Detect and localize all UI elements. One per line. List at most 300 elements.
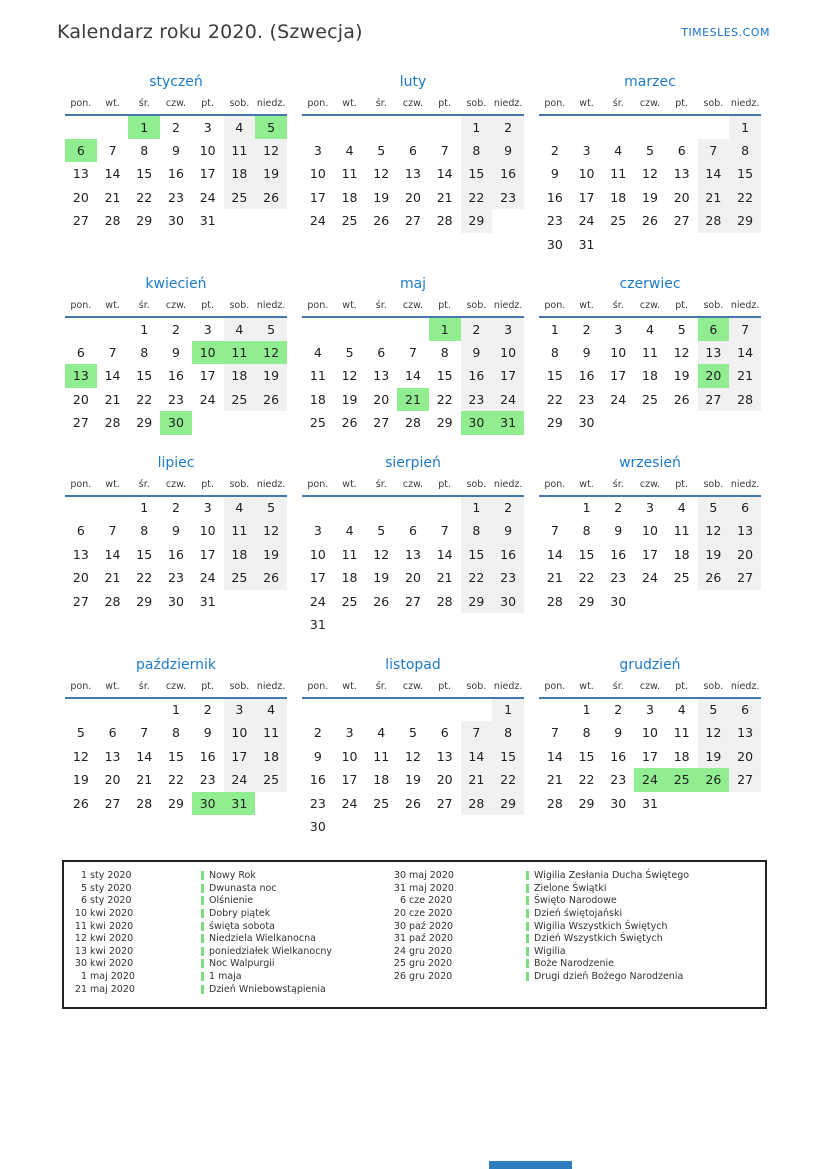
day-cell: 19 [698,745,730,769]
day-cell: 1 [492,698,524,722]
month-title: czerwiec [619,276,681,292]
day-cell: 24 [309,593,326,609]
day-cell: 7 [440,142,449,158]
day-cell: 13 [72,546,89,562]
month-11 [302,657,524,839]
empty-day-cell [602,233,634,257]
empty-day-cell [365,317,397,341]
legend-holiday-name: Wigilia Zesłania Ducha Świętego [534,870,690,882]
legend-color-bar [201,896,204,905]
day-cell: 7 [550,523,559,539]
legend-item [74,907,393,920]
day-cell: 19 [642,189,658,205]
day-cell: 18 [255,745,287,769]
day-cell: 22 [729,186,761,210]
day-cell: 21 [136,772,153,788]
week-row [65,768,287,792]
day-cell: 13 [698,341,730,365]
empty-day-cell [334,815,366,839]
day-cell: 26 [642,213,658,229]
day-cell: 20 [72,570,89,586]
weekday-header: pon. [539,475,571,496]
month-3 [539,74,761,256]
day-cell: 17 [224,745,256,769]
legend-holiday-name: Wigilia [534,945,566,957]
day-cell: 30 [461,411,493,435]
day-cell: 31 [642,795,658,811]
empty-day-cell [429,815,461,839]
weekday-header: pt. [429,677,461,698]
day-cell: 22 [461,566,493,590]
legend-color-bar [201,947,204,956]
day-cell: 15 [729,162,761,186]
day-cell: 3 [203,119,212,135]
month-title: sierpień [385,454,441,471]
day-cell: 12 [255,519,287,543]
day-cell: 13 [405,166,421,182]
empty-day-cell [539,115,571,139]
weekday-header: sob. [461,296,493,317]
day-cell: 17 [492,364,524,388]
week-row [539,745,761,769]
day-cell: 22 [578,570,595,586]
week-row [65,186,287,210]
day-cell: 25 [341,593,358,609]
day-cell: 25 [373,795,390,811]
empty-day-cell [602,411,634,435]
day-cell: 5 [255,115,287,139]
months-grid [65,74,770,839]
day-cell: 31 [309,617,326,633]
empty-day-cell [224,590,256,614]
week-row [302,698,524,722]
weekday-header: wt. [334,677,366,698]
day-cell: 26 [405,795,421,811]
day-cell: 5 [377,523,386,539]
empty-day-cell [666,792,698,816]
month-9 [539,455,761,614]
day-cell: 16 [610,748,627,764]
day-cell: 21 [546,570,563,586]
day-cell: 26 [698,566,730,590]
day-cell: 2 [550,142,559,158]
day-cell: 7 [408,344,417,360]
day-cell: 11 [610,166,627,182]
week-row [539,792,761,816]
weekday-header: czw. [397,296,429,317]
month-title: luty [399,74,427,90]
empty-day-cell [492,815,524,839]
day-cell: 7 [550,725,559,741]
weekday-header: niedz. [729,296,761,317]
day-cell: 27 [729,768,761,792]
day-cell: 20 [72,391,89,407]
day-cell: 3 [203,500,212,516]
legend-date: 13 kwi 2020 [74,945,134,957]
day-cell: 1 [128,115,160,139]
day-cell: 17 [610,368,627,384]
week-row [302,341,524,365]
day-cell: 15 [136,368,153,384]
day-cell: 1 [582,500,591,516]
week-row [302,721,524,745]
legend-holiday-name: święta sobota [209,920,275,932]
day-cell: 5 [76,725,85,741]
week-row [539,566,761,590]
weekday-header: pon. [65,677,97,698]
day-cell: 10 [341,748,358,764]
empty-day-cell [397,698,429,722]
legend-item [393,882,765,895]
weekday-header: pt. [666,677,698,698]
day-cell: 24 [610,391,627,407]
day-cell: 29 [436,415,453,431]
day-cell: 19 [255,364,287,388]
weekday-header: wt. [97,94,129,115]
weekday-header: pon. [302,475,334,496]
weekday-header: niedz. [255,475,287,496]
empty-day-cell [666,233,698,257]
day-cell: 25 [309,415,326,431]
weekday-header: pt. [192,677,224,698]
weekday-header: sob. [461,475,493,496]
week-row [539,341,761,365]
empty-day-cell [666,411,698,435]
empty-day-cell [634,115,666,139]
legend-column [393,870,765,996]
legend-item [393,970,765,983]
weekday-header: wt. [97,677,129,698]
empty-day-cell [255,590,287,614]
day-cell: 26 [255,566,287,590]
day-cell: 23 [168,570,184,586]
day-cell: 17 [642,546,658,562]
day-cell: 28 [436,593,453,609]
day-cell: 5 [255,317,287,341]
weekday-header: czw. [634,94,666,115]
weekday-header: pon. [302,677,334,698]
day-cell: 29 [168,795,184,811]
legend-date: 25 gru 2020 [393,958,453,970]
legend-item [74,983,393,996]
month-title: styczeń [149,74,203,90]
day-cell: 31 [578,236,595,252]
day-cell: 8 [140,523,149,539]
day-cell: 3 [645,702,654,718]
legend-color-bar [201,985,204,994]
week-row [539,233,761,257]
day-cell: 30 [168,593,184,609]
day-cell: 3 [313,523,322,539]
empty-day-cell [334,698,366,722]
day-cell: 29 [578,593,595,609]
day-cell: 7 [729,317,761,341]
month-title: maj [399,276,427,292]
day-cell: 16 [168,546,184,562]
day-cell: 10 [610,344,627,360]
weekday-header: pt. [192,296,224,317]
day-cell: 18 [224,543,256,567]
weekday-header: sob. [224,94,256,115]
day-cell: 10 [199,523,216,539]
day-cell: 18 [341,570,358,586]
day-cell: 15 [136,546,153,562]
day-cell: 21 [104,570,121,586]
day-cell: 26 [673,391,690,407]
empty-day-cell [97,496,129,520]
empty-day-cell [192,411,224,435]
day-cell: 26 [255,388,287,412]
weekday-header: sob. [224,475,256,496]
day-cell: 17 [199,368,216,384]
legend-item [393,932,765,945]
weekday-header: sob. [461,677,493,698]
day-cell: 29 [578,795,595,811]
weekday-header: czw. [397,677,429,698]
day-cell: 14 [461,745,493,769]
site-link[interactable]: TIMESLES.COM [681,26,770,39]
week-row [65,543,287,567]
weekday-header: sob. [461,94,493,115]
day-cell: 18 [610,189,627,205]
day-cell: 21 [104,189,121,205]
day-cell: 20 [72,189,89,205]
day-cell: 29 [136,415,153,431]
legend-color-bar [201,959,204,968]
weekday-header: czw. [634,296,666,317]
weekday-header: niedz. [255,677,287,698]
day-cell: 6 [377,344,386,360]
day-cell: 14 [104,546,121,562]
day-cell: 22 [546,391,563,407]
weekday-header: pt. [192,94,224,115]
legend-item [393,958,765,971]
day-cell: 19 [698,543,730,567]
day-cell: 30 [546,236,563,252]
week-row [539,721,761,745]
month-10 [65,657,287,816]
day-cell: 29 [492,792,524,816]
week-row [65,341,287,365]
day-cell: 5 [645,142,654,158]
empty-day-cell [65,496,97,520]
weekday-header: czw. [160,296,192,317]
legend-holiday-name: Niedziela Wielkanocna [209,933,316,945]
day-cell: 6 [729,496,761,520]
day-cell: 4 [345,523,354,539]
legend-date: 6 cze 2020 [399,895,453,907]
day-cell: 5 [677,321,686,337]
weekday-header: pt. [666,94,698,115]
month-8 [302,455,524,637]
weekday-header: czw. [634,475,666,496]
day-cell: 29 [461,209,493,233]
legend-color-bar [526,947,529,956]
day-cell: 10 [492,341,524,365]
empty-day-cell [128,698,160,722]
weekday-header: niedz. [492,677,524,698]
day-cell: 9 [171,523,180,539]
day-cell: 5 [345,344,354,360]
weekday-header: pon. [539,677,571,698]
month-table [302,475,524,637]
day-cell: 10 [192,341,224,365]
legend-holiday-name: Dzień Wniebowstąpienia [209,983,326,995]
day-cell: 11 [673,523,690,539]
holiday-legend [62,860,767,1010]
day-cell: 21 [397,388,429,412]
day-cell: 11 [309,368,326,384]
legend-color-bar [201,972,204,981]
legend-color-bar [526,922,529,931]
day-cell: 17 [642,748,658,764]
day-cell: 11 [373,748,390,764]
month-title: marzec [624,74,676,90]
day-cell: 4 [224,496,256,520]
empty-day-cell [729,792,761,816]
weekday-header: wt. [334,296,366,317]
day-cell: 2 [171,500,180,516]
day-cell: 16 [309,772,326,788]
day-cell: 6 [65,139,97,163]
empty-day-cell [698,115,730,139]
weekday-header: niedz. [492,296,524,317]
empty-day-cell [492,209,524,233]
day-cell: 12 [698,519,730,543]
legend-color-bar [201,922,204,931]
day-cell: 30 [492,590,524,614]
day-cell: 15 [578,748,595,764]
day-cell: 24 [309,213,326,229]
day-cell: 8 [582,725,591,741]
day-cell: 2 [582,321,591,337]
day-cell: 7 [108,142,117,158]
day-cell: 10 [309,166,326,182]
day-cell: 23 [546,213,563,229]
legend-item [393,945,765,958]
week-row [65,519,287,543]
day-cell: 6 [698,317,730,341]
legend-item [393,895,765,908]
day-cell: 19 [341,391,358,407]
day-cell: 18 [224,364,256,388]
week-row [65,388,287,412]
legend-holiday-name: Dzień Wszystkich Świętych [534,933,663,945]
day-cell: 8 [140,142,149,158]
day-cell: 13 [405,546,421,562]
day-cell: 13 [373,368,390,384]
month-title: lipiec [157,454,195,471]
legend-holiday-name: Boże Narodzenie [534,958,614,970]
month-table [539,677,761,816]
legend-item [74,932,393,945]
empty-day-cell [365,496,397,520]
weekday-header: czw. [397,94,429,115]
day-cell: 20 [405,189,421,205]
week-row [302,768,524,792]
day-cell: 18 [309,391,326,407]
day-cell: 15 [546,368,563,384]
day-cell: 30 [610,795,627,811]
day-cell: 29 [546,415,563,431]
day-cell: 8 [171,725,180,741]
week-row [302,115,524,139]
day-cell: 7 [108,344,117,360]
day-cell: 8 [729,139,761,163]
week-row [539,115,761,139]
day-cell: 28 [546,795,563,811]
week-row [302,543,524,567]
day-cell: 9 [203,725,212,741]
day-cell: 8 [461,519,493,543]
day-cell: 24 [492,388,524,412]
day-cell: 9 [614,725,623,741]
day-cell: 3 [614,321,623,337]
weekday-header: śr. [365,296,397,317]
day-cell: 9 [461,341,493,365]
day-cell: 11 [224,519,256,543]
day-cell: 18 [373,772,390,788]
day-cell: 27 [698,388,730,412]
weekday-header: wt. [97,475,129,496]
week-row [539,590,761,614]
day-cell: 23 [168,391,184,407]
week-row [539,388,761,412]
day-cell: 4 [255,698,287,722]
day-cell: 24 [199,189,216,205]
weekday-header: sob. [698,677,730,698]
day-cell: 1 [729,115,761,139]
week-row [302,496,524,520]
day-cell: 11 [642,344,658,360]
day-cell: 23 [492,566,524,590]
weekday-header: niedz. [255,296,287,317]
empty-day-cell [302,698,334,722]
week-row [302,613,524,637]
empty-day-cell [634,590,666,614]
legend-color-bar [201,934,204,943]
month-1 [65,74,287,233]
empty-day-cell [461,698,493,722]
day-cell: 23 [492,186,524,210]
day-cell: 15 [136,166,153,182]
day-cell: 25 [642,391,658,407]
legend-holiday-name: Dobry piątek [209,908,271,920]
day-cell: 30 [192,792,224,816]
legend-date: 11 kwi 2020 [74,920,134,932]
day-cell: 14 [546,748,563,764]
day-cell: 24 [578,213,595,229]
empty-day-cell [429,115,461,139]
day-cell: 25 [610,213,627,229]
day-cell: 30 [610,593,627,609]
legend-holiday-name: Dzień świętojański [534,908,623,920]
day-cell: 22 [492,768,524,792]
day-cell: 16 [492,162,524,186]
month-table [65,677,287,816]
day-cell: 28 [104,213,121,229]
day-cell: 28 [436,213,453,229]
day-cell: 2 [492,115,524,139]
day-cell: 28 [136,795,153,811]
empty-day-cell [461,613,493,637]
week-row [65,745,287,769]
empty-day-cell [729,233,761,257]
month-table [539,475,761,614]
day-cell: 27 [373,415,390,431]
legend-holiday-name: Nowy Rok [209,870,256,882]
day-cell: 17 [199,546,216,562]
